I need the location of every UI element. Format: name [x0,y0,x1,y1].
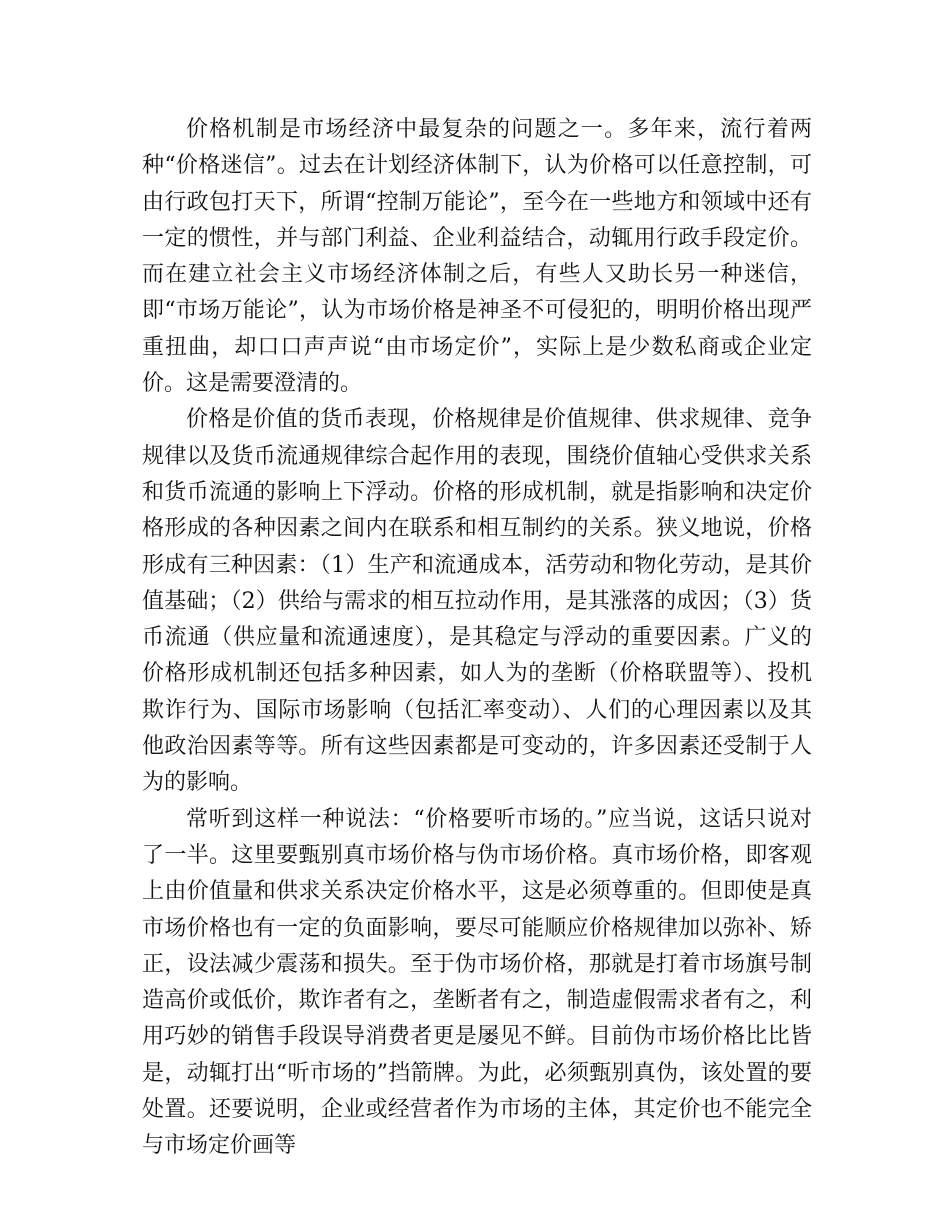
paragraph-price-superstition: 价格机制是市场经济中最复杂的问题之一。多年来，流行着两种“价格迷信”。过去在计划经济体制下，认为价格可以任意控制，可由行政包打天下，所谓“控制万能论”，至今在一些地方和领域中还有一定的惯性，并与部门利益、企业利益结合，动辄用行政手段定价。而在建立社会主义市场经济体制之后，有些人又助长另一种迷信，即“市场万能论”，认为市场价格是神圣不可侵犯的，明明价格出现严重扭曲，却口口声声说“由市场定价”，实际上是少数私商或企业定价。这是需要澄清的。 [142,117,812,397]
paragraph-true-false-market-price: 常听到这样一种说法：“价格要听市场的。”应当说，这话只说对了一半。这里要甄别真市场价格与伪市场价格。真市场价格，即客观上由价值量和供求关系决定价格水平，这是必须尊重的。但即使是真市场价格也有一定的负面影响，要尽可能顺应价格规律加以弥补、矫正，设法减少震荡和损失。至于伪市场价格，那就是打着市场旗号制造高价或低价，欺诈者有之，垄断者有之，制造虚假需求者有之，利用巧妙的销售手段误导消费者更是屡见不鲜。目前伪市场价格比比皆是，动辄打出“听市场的”挡箭牌。为此，必须甄别真伪，该处置的要处置。还要说明，企业或经营者作为市场的主体，其定价也不能完全与市场定价画等 [142,806,812,1159]
paragraph-price-formation: 价格是价值的货币表现，价格规律是价值规律、供求规律、竞争规律以及货币流通规律综合起作用的表现，围绕价值轴心受供求关系和货币流通的影响上下浮动。价格的形成机制，就是指影响和决定价格形成的各种因素之间内在联系和相互制约的关系。狭义地说，价格形成有三种因素：（1）生产和流通成本，活劳动和物化劳动，是其价值基础；（2）供给与需求的相互拉动作用，是其涨落的成因；（3）货币流通（供应量和流通速度），是其稳定与浮动的重要因素。广义的价格形成机制还包括多种因素，如人为的垄断（价格联盟等）、投机欺诈行为、国际市场影响（包括汇率变动）、人们的心理因素以及其他政治因素等等。所有这些因素都是可变动的，许多因素还受制于人为的影响。 [142,407,812,796]
document-page [142,112,812,1165]
